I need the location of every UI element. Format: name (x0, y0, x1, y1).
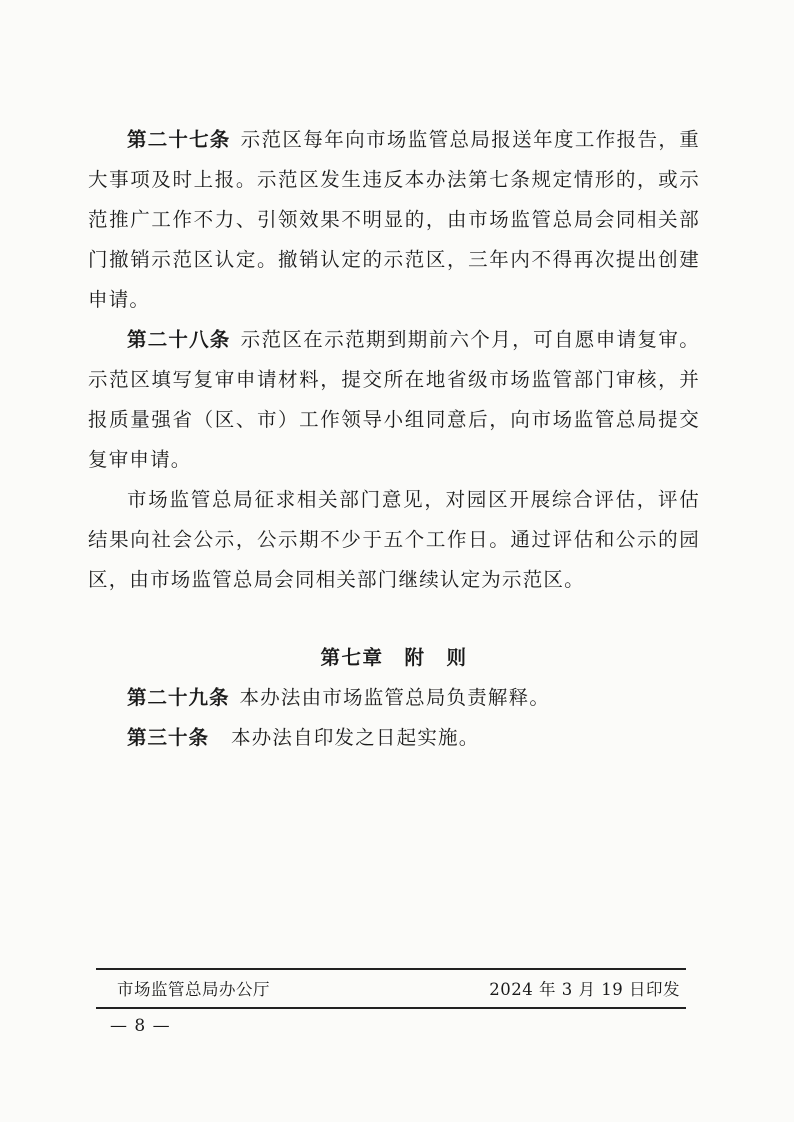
article-29-paragraph (88, 678, 700, 718)
page-number: — 8 — (110, 1016, 171, 1036)
footer-bottom-rule (96, 1007, 686, 1009)
article-28-paragraph (88, 320, 700, 480)
footer-date: 2024 年 3 月 19 日印发 (489, 980, 680, 999)
article-27-heading: 第二十七条 (127, 128, 231, 151)
article-30-paragraph (88, 718, 700, 758)
article-29-body: 本办法由市场监管总局负责解释。 (239, 686, 551, 709)
footer-issuer: 市场监管总局办公厅 (117, 980, 270, 999)
article-30-body: 本办法自印发之日起实施。 (231, 726, 480, 749)
article-28-body: 示范区在示范期到期前六个月，可自愿申请复审。示范区填写复审申请材料，提交所在地省级市场监管部门审核，并报质量强省（区、市）工作领导小组同意后，向市场监管总局提交复审申请。 (88, 328, 700, 471)
footer-top-rule (96, 968, 686, 970)
article-27-paragraph (88, 120, 700, 320)
article-28-heading: 第二十八条 (127, 328, 231, 351)
chapter-title: 第七章 附 则 (320, 646, 468, 669)
article-28-paragraph-2: 市场监管总局征求相关部门意见，对园区开展综合评估，评估结果向社会公示，公示期不少于五个工作日。通过评估和公示的园区，由市场监管总局会同相关部门继续认定为示范区。 (88, 488, 700, 591)
article-30-heading: 第三十条 (127, 726, 210, 749)
article-27-body: 示范区每年向市场监管总局报送年度工作报告，重大事项及时上报。示范区发生违反本办法第七条规定情形的，或示范推广工作不力、引领效果不明显的，由市场监管总局会同相关部门撤销示范区认定。撤销认定的示范区，三年内不得再次提出创建申请。 (88, 128, 700, 311)
article-29-heading: 第二十九条 (127, 686, 230, 709)
